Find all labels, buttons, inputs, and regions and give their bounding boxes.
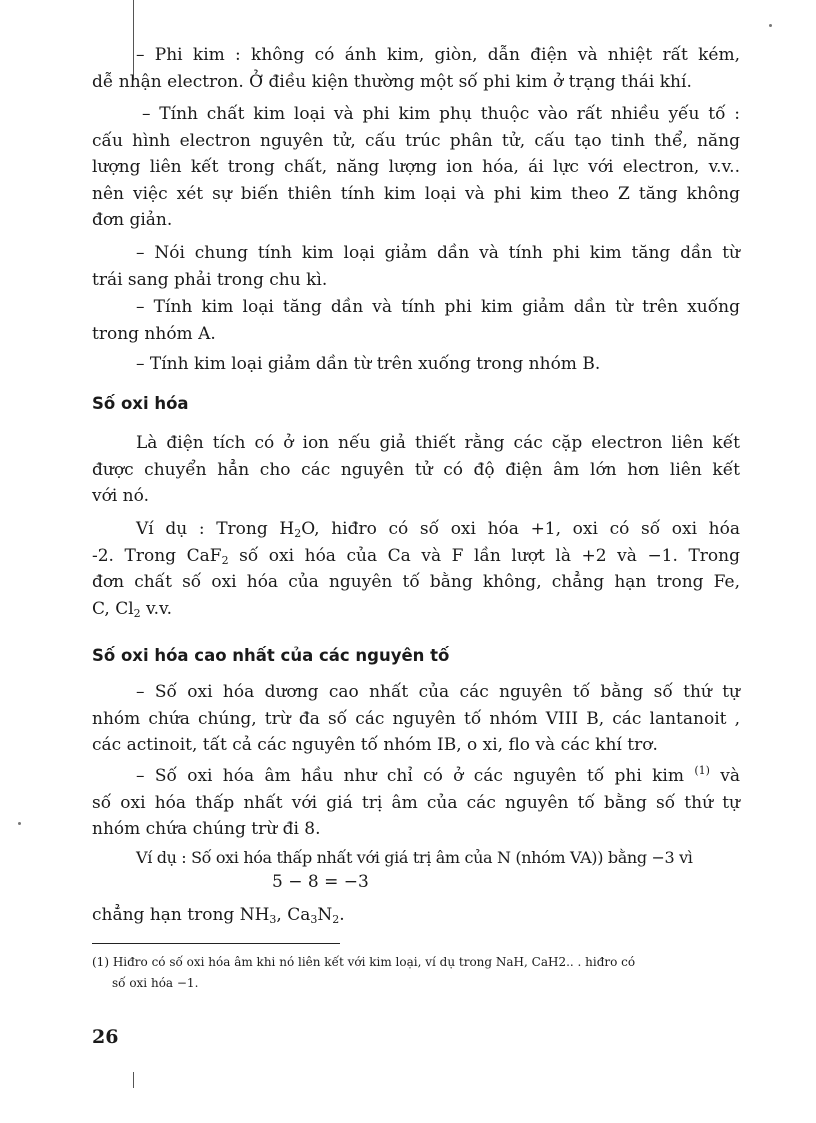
text-line: các actinoit, tất cả các nguyên tố nhóm IB, o xi, flo và các khí trơ. (92, 735, 658, 756)
footnote (92, 952, 742, 994)
text-line: nhóm chứa chúng trừ đi 8. (92, 819, 321, 840)
text-run: O, hiđro có số oxi hóa +1, oxi có số oxi hóa (301, 519, 740, 539)
footnote-text-line: số oxi hóa −1. (112, 976, 199, 990)
oxidation-definition-paragraph (92, 430, 740, 510)
text-line: Là điện tích có ở ion nếu giả thiết rằng các cặp electron liên kết (136, 433, 740, 453)
subscript: 2 (294, 527, 302, 540)
groupB-trend-paragraph (92, 351, 740, 378)
text-run: Ví dụ : Trong H (136, 519, 295, 539)
text-line: – Nói chung tính kim loại giảm dần và tính phi kim tăng dần từ (136, 243, 740, 263)
text-line (92, 543, 740, 570)
footnote-text-line: (1) Hiđro có số oxi hóa âm khi nó liên kết với kim loại, ví dụ trong NaH, CaH2.. . hiđro có (92, 955, 636, 969)
text-line: với nó. (92, 486, 149, 507)
subscript: 2 (221, 553, 229, 567)
text-line: đơn giản. (92, 210, 173, 231)
negative-example-line (92, 845, 740, 872)
subscript: 2 (332, 913, 340, 926)
text-run: , Ca (276, 905, 311, 925)
text-run: v.v. (140, 598, 173, 619)
subscript: 2 (133, 606, 141, 620)
calculation-formula: 5 − 8 = −3 (272, 872, 369, 892)
subscript: 3 (310, 913, 318, 926)
period-trend-paragraph (92, 240, 740, 293)
text-line: đơn chất số oxi hóa của nguyên tố bằng không, chẳng hạn trong Fe, (92, 572, 740, 593)
text-line (92, 596, 740, 623)
footnote-reference[interactable]: (1) (694, 764, 710, 777)
example-compounds-line (92, 902, 740, 929)
text-run: N (317, 905, 333, 925)
text-run: . (339, 905, 345, 925)
text-line: dễ nhận electron. Ở điều kiện thường một số phi kim ở trạng thái khí. (92, 71, 692, 92)
section-heading-highest-oxidation: Số oxi hóa cao nhất của các nguyên tố (92, 646, 450, 665)
nonmetal-paragraph (92, 42, 740, 95)
factors-paragraph (92, 101, 740, 234)
text-line (92, 763, 740, 790)
scan-speck (18, 822, 21, 825)
negative-oxidation-paragraph (92, 763, 740, 843)
text-line (92, 902, 740, 929)
text-line: lượng liên kết trong chất, năng lượng ion hóa, ái lực với electron, v.v.. (92, 157, 740, 178)
scan-margin-line (133, 1072, 134, 1088)
text-line: trong nhóm A. (92, 323, 216, 344)
page-number: 26 (92, 1026, 119, 1048)
text-line: cấu hình electron nguyên tử, cấu trúc phân tử, cấu tạo tinh thể, năng (92, 130, 740, 151)
subscript: 3 (269, 913, 277, 926)
oxidation-example-paragraph (92, 516, 740, 622)
text-run: C, Cl (92, 598, 134, 619)
text-line: – Phi kim : không có ánh kim, giòn, dẫn điện và nhiệt rất kém, (136, 45, 740, 65)
text-line: số oxi hóa thấp nhất với giá trị âm của các nguyên tố bằng số thứ tự (92, 792, 740, 813)
text-line: được chuyển hẳn cho các nguyên tử có độ điện âm lớn hơn liên kết (92, 459, 740, 480)
scan-speck (769, 24, 772, 27)
text-line: – Tính kim loại tăng dần và tính phi kim giảm dần từ trên xuống (136, 297, 740, 317)
text-line: – Tính chất kim loại và phi kim phụ thuộc vào rất nhiều yếu tố : (142, 104, 740, 124)
text-line: nhóm chứa chúng, trừ đa số các nguyên tố nhóm VIII B, các lantanoit , (92, 708, 740, 729)
section-heading-oxidation-number: Số oxi hóa (92, 394, 189, 413)
text-run: số oxi hóa của Ca và F lần lượt là +2 và −1. Trong (228, 545, 740, 566)
groupA-trend-paragraph (92, 294, 740, 347)
text-line: nên việc xét sự biến thiên tính kim loại và phi kim theo Z tăng không (92, 183, 740, 204)
text-line: – Số oxi hóa dương cao nhất của các nguyên tố bằng số thứ tự (136, 682, 740, 702)
text-line: – Tính kim loại giảm dần từ trên xuống trong nhóm B. (136, 354, 601, 374)
footnote-divider (92, 943, 340, 944)
text-line (92, 516, 740, 543)
text-run: chẳng hạn trong NH (92, 905, 270, 925)
text-run: -2. Trong CaF (92, 545, 222, 566)
positive-oxidation-paragraph (92, 679, 740, 759)
text-run: – Số oxi hóa âm hầu như chỉ có ở các nguyên tố phi kim (136, 766, 695, 786)
text-line: Ví dụ : Số oxi hóa thấp nhất với giá trị âm của N (nhóm VA)) bằng −3 vì (136, 848, 693, 867)
text-line: trái sang phải trong chu kì. (92, 269, 328, 290)
text-run: và (709, 766, 740, 786)
